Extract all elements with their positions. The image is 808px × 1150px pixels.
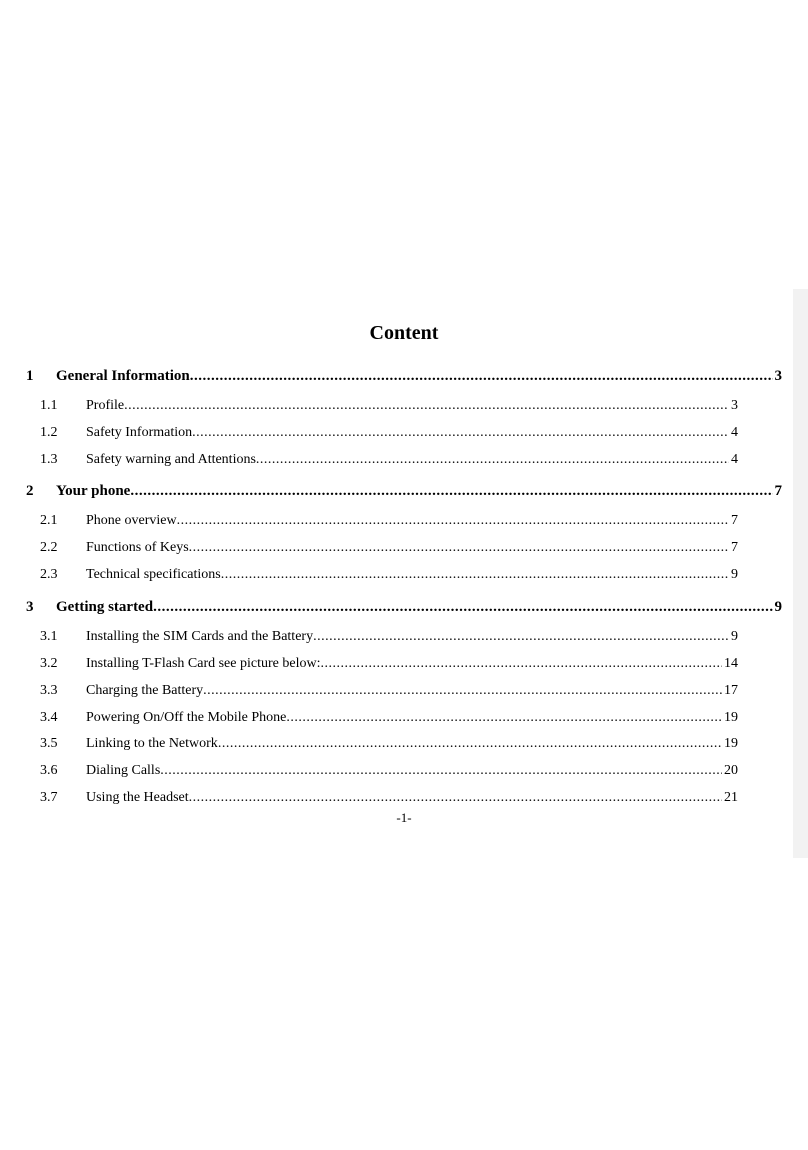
toc-entry-title: Safety warning and Attentions (86, 452, 256, 467)
toc-entry-3-2[interactable] (40, 655, 738, 673)
toc-entry-3-6[interactable] (40, 762, 738, 780)
toc-dot-leader (221, 566, 729, 584)
toc-entry-number: 3.6 (40, 763, 58, 778)
toc-entry-title: Powering On/Off the Mobile Phone (86, 710, 287, 725)
toc-entry-number: 2.2 (40, 540, 58, 555)
toc-entry-page: 19 (724, 736, 738, 751)
toc-dot-leader (153, 598, 772, 616)
page-edge-strip (793, 289, 808, 858)
toc-dot-leader (177, 512, 729, 530)
toc-entry-title: Installing the SIM Cards and the Battery (86, 629, 314, 644)
toc-entry-number: 2.1 (40, 513, 58, 528)
toc-entry-page: 3 (774, 368, 782, 384)
toc-entry-page: 14 (724, 656, 738, 671)
toc-entry-number: 3 (26, 599, 34, 615)
toc-dot-leader (320, 655, 722, 673)
toc-dot-leader (256, 451, 729, 469)
toc-entry-2-1[interactable] (40, 512, 738, 530)
toc-entry-title: Installing T-Flash Card see picture below: (86, 656, 321, 671)
toc-entry-page: 7 (731, 513, 738, 528)
toc-entry-number: 3.5 (40, 736, 58, 751)
toc-dot-leader (203, 682, 722, 700)
toc-entry-3-1[interactable] (40, 628, 738, 646)
toc-entry-section-1[interactable] (26, 367, 782, 385)
toc-dot-leader (192, 424, 729, 442)
toc-entry-page: 9 (731, 629, 738, 644)
toc-entry-title: Using the Headset (86, 790, 189, 805)
toc-entry-number: 2.3 (40, 567, 58, 582)
toc-entry-number: 3.3 (40, 683, 58, 698)
toc-entry-2-3[interactable] (40, 566, 738, 584)
toc-entry-page: 7 (731, 540, 738, 555)
toc-dot-leader (218, 735, 722, 753)
toc-entry-page: 17 (724, 683, 738, 698)
toc-entry-title: Profile (86, 398, 125, 413)
toc-entry-title: General Information (56, 368, 190, 384)
toc-entry-number: 3.4 (40, 710, 58, 725)
toc-entry-number: 1 (26, 368, 34, 384)
toc-entry-3-7[interactable] (40, 789, 738, 807)
toc-entry-page: 20 (724, 763, 738, 778)
toc-entry-number: 1.1 (40, 398, 58, 413)
toc-entry-page: 4 (731, 425, 738, 440)
page-number: -1- (396, 810, 412, 825)
toc-entry-page: 9 (731, 567, 738, 582)
toc-entry-number: 3.7 (40, 790, 58, 805)
toc-entry-3-4[interactable] (40, 709, 738, 727)
toc-entry-title: Getting started (56, 599, 154, 615)
toc-dot-leader (313, 628, 729, 646)
toc-entry-page: 21 (724, 790, 738, 805)
toc-entry-title: Technical specifications (86, 567, 221, 582)
toc-entry-3-3[interactable] (40, 682, 738, 700)
toc-title: Content (369, 322, 439, 344)
toc-dot-leader (190, 367, 773, 385)
toc-entry-1-1[interactable] (40, 397, 738, 415)
toc-entry-title: Your phone (56, 483, 131, 499)
toc-entry-page: 3 (731, 398, 738, 413)
toc-entry-title: Dialing Calls (86, 763, 161, 778)
toc-entry-page: 19 (724, 710, 738, 725)
toc-dot-leader (189, 789, 722, 807)
toc-entry-title: Functions of Keys (86, 540, 189, 555)
toc-entry-title: Linking to the Network (86, 736, 218, 751)
toc-entry-1-3[interactable] (40, 451, 738, 469)
toc-entry-number: 1.2 (40, 425, 58, 440)
toc-entry-2-2[interactable] (40, 539, 738, 557)
toc-entry-number: 2 (26, 483, 34, 499)
toc-entry-page: 7 (774, 483, 782, 499)
toc-entry-section-2[interactable] (26, 482, 782, 500)
toc-dot-leader (189, 539, 729, 557)
toc-entry-title: Safety Information (86, 425, 193, 440)
toc-entry-title: Charging the Battery (86, 683, 204, 698)
toc-entry-page: 9 (774, 599, 782, 615)
toc-entry-3-5[interactable] (40, 735, 738, 753)
toc-entry-number: 3.2 (40, 656, 58, 671)
toc-entry-number: 1.3 (40, 452, 58, 467)
toc-dot-leader (160, 762, 722, 780)
toc-entry-1-2[interactable] (40, 424, 738, 442)
toc-dot-leader (124, 397, 729, 415)
toc-dot-leader (130, 482, 772, 500)
toc-dot-leader (286, 709, 722, 727)
toc-entry-page: 4 (731, 452, 738, 467)
toc-entry-section-3[interactable] (26, 598, 782, 616)
toc-entry-number: 3.1 (40, 629, 58, 644)
toc-entry-title: Phone overview (86, 513, 177, 528)
